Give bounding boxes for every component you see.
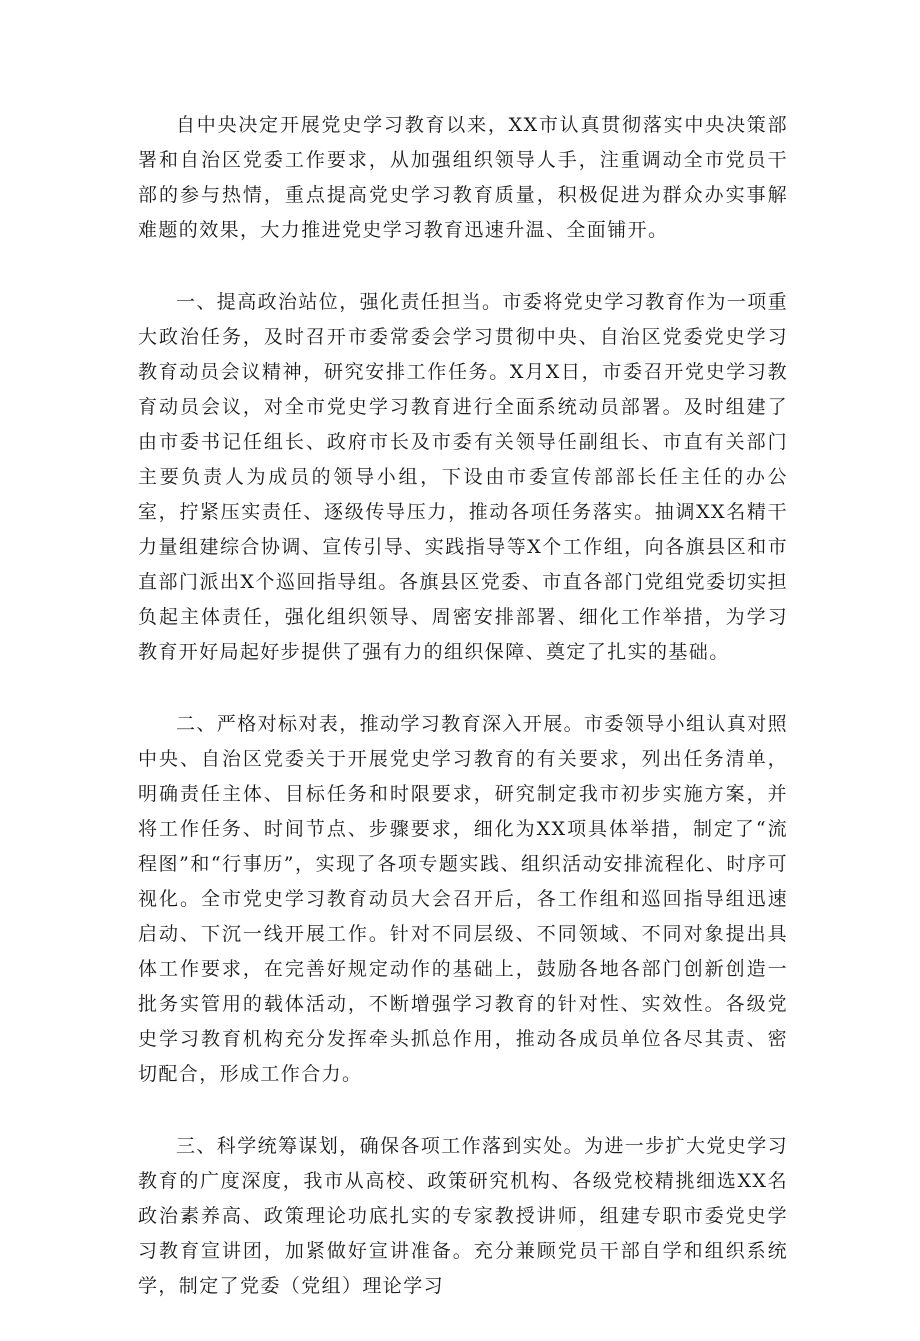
section-two-paragraph: 二、严格对标对表，推动学习教育深入开展。市委领导小组认真对照中央、自治区党委关于开展党史学习教育的有关要求，列出任务清单，明确责任主体、目标任务和时限要求，研究制定我市初步实施方案，并将工作任务、时间节点、步骤要求，细化为XX项具体举措，制定了“流程图”和“行事历”，实现了各项专题实践、组织活动安排流程化、时序可视化。全市党史学习教育动员大会召开后，各工作组和巡回指导组迅速启动、下沉一线开展工作。针对不同层级、不同领域、不同对象提出具体工作要求，在完善好规定动作的基础上，鼓励各地各部门创新创造一批务实管用的载体活动，不断增强学习教育的针对性、实效性。各级党史学习教育机构充分发挥牵头抓总作用，推动各成员单位各尽其责、密切配合，形成工作合力。 — [138, 713, 789, 1085]
document-body — [138, 108, 788, 1341]
section-one-paragraph: 一、提高政治站位，强化责任担当。市委将党史学习教育作为一项重大政治任务，及时召开市委常委会学习贯彻中央、自治区党委党史学习教育动员会议精神，研究安排工作任务。X月X日，市委召开党史学习教育动员会议，对全市党史学习教育进行全面系统动员部署。及时组建了由市委书记任组长、政府市长及市委有关领导任副组长、市直有关部门主要负责人为成员的领导小组，下设由市委宣传部部长任主任的办公室，拧紧压实责任、逐级传导压力，推动各项任务落实。抽调XX名精干力量组建综合协调、宣传引导、实践指导等X个工作组，向各旗县区和市直部门派出X个巡回指导组。各旗县区党委、市直各部门党组党委切实担负起主体责任，强化组织领导、周密安排部署、细化工作举措，为学习教育开好局起好步提供了强有力的组织保障、奠定了扎实的基础。 — [138, 291, 789, 663]
intro-paragraph: 自中央决定开展党史学习教育以来，XX市认真贯彻落实中央决策部署和自治区党委工作要求，从加强组织领导人手，注重调动全市党员干部的参与热情，重点提高党史学习教育质量，积极促进为群众办实事解难题的效果，大力推进党史学习教育迅速升温、全面铺开。 — [138, 114, 788, 241]
section-three-paragraph: 三、科学统筹谋划，确保各项工作落到实处。为进一步扩大党史学习教育的广度深度，我市从高校、政策研究机构、各级党校精挑细选XX名政治素养高、政策理论功底扎实的专家教授讲师，组建专职市委党史学习教育宣讲团，加紧做好宣讲准备。充分兼顾党员干部自学和组织系统学，制定了党委（党组）理论学习 — [138, 1135, 789, 1297]
